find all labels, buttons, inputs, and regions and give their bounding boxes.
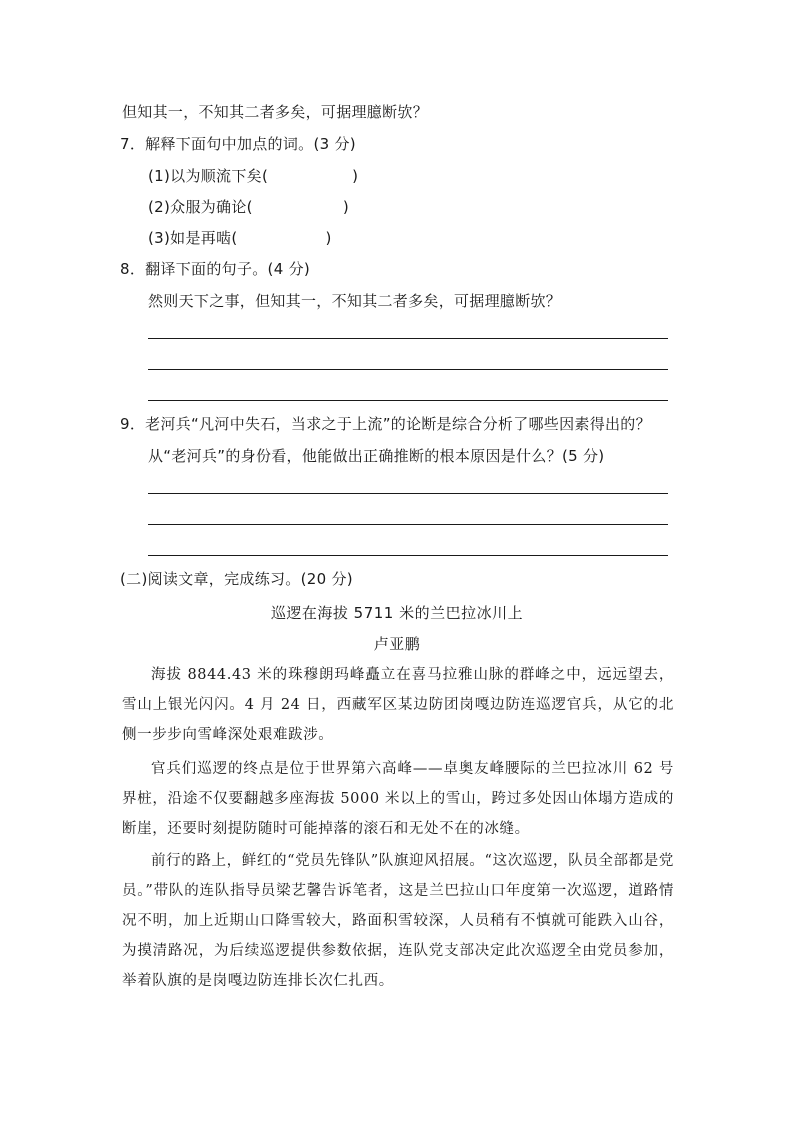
article-paragraph: 前行的路上，鲜红的“党员先锋队”队旗迎风招展。“这次巡逻，队员全部都是党员。”带队的连队指导员梁艺馨告诉笔者，这是兰巴拉山口年度第一次巡逻，道路情况不明，加上近期山口降雪较大，路面积雪较深，人员稍有不慎就可能跌入山谷，为摸清路况，为后续巡逻提供参数依据，连队党支部决定此次巡逻全由党员参加，举着队旗的是岗嘎边防连排长次仁扎西。 [122,853,674,989]
article-author: 卢亚鹏 [373,635,421,653]
top-line: 但知其一，不知其二者多矣，可据理臆断欤？ [122,103,429,121]
question-7-item-1-text: (1)以为顺流下矣( [148,167,269,185]
answer-line [148,400,668,401]
section-2-heading: (二)阅读文章，完成练习。(20 分) [120,570,353,588]
question-7-item-1 [148,166,358,186]
question-7-item-2 [148,197,349,217]
question-8-stem: 8．翻译下面的句子。(4 分) [120,260,311,278]
question-7-item-3-text: (3)如是再啮( [148,229,238,247]
answer-line [148,555,668,556]
question-8-sentence: 然则天下之事，但知其一，不知其二者多矣，可据理臆断欤？ [148,292,562,310]
article-title: 巡逻在海拔 5711 米的兰巴拉冰川上 [270,604,524,622]
question-7-stem: 7．解释下面句中加点的词。(3 分) [120,135,356,153]
article-paragraph: 官兵们巡逻的终点是位于世界第六高峰——卓奥友峰腰际的兰巴拉冰川 62 号界桩，沿途不仅要翻越多座海拔 5000 米以上的雪山，跨过多处因山体塌方造成的断崖，还要时刻提防随时可能掉落的滚石和无处不在的冰缝。 [122,761,674,837]
question-7-item-3-close: ) [325,229,332,247]
question-7-item-1-close: ) [352,167,359,185]
answer-line [148,493,668,494]
answer-line [148,369,668,370]
question-9-line-1: 9．老河兵“凡河中失石，当求之于上流”的论断是综合分析了哪些因素得出的？ [120,415,651,433]
answer-line [148,338,668,339]
article-paragraph: 海拔 8844.43 米的珠穆朗玛峰矗立在喜马拉雅山脉的群峰之中，远远望去，雪山上银光闪闪。4 月 24 日，西藏军区某边防团岗嘎边防连巡逻官兵，从它的北侧一步步向雪峰深处艰难跋涉。 [122,667,674,743]
question-7-item-2-text: (2)众服为确论( [148,198,253,216]
answer-line [148,524,668,525]
question-7-item-3 [148,228,332,248]
question-7-item-2-close: ) [342,198,349,216]
question-9-line-2: 从“老河兵”的身份看，他能做出正确推断的根本原因是什么？(5 分) [148,447,605,465]
